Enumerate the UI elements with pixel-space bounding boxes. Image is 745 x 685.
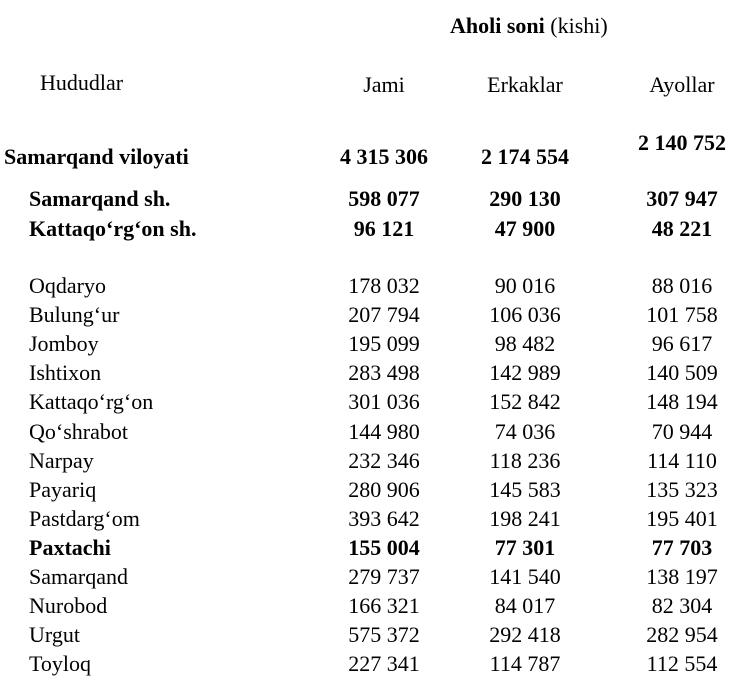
district-row bbox=[0, 360, 745, 389]
city-row bbox=[0, 186, 745, 215]
column-header-men: Erkaklar bbox=[487, 72, 563, 97]
district-name: Paxtachi bbox=[29, 534, 111, 560]
district-row bbox=[0, 593, 745, 622]
province-men: 2 174 554 bbox=[481, 144, 569, 169]
district-name: Pastdarg‘om bbox=[29, 505, 140, 531]
district-men: 84 017 bbox=[494, 593, 556, 619]
district-men: 98 482 bbox=[494, 331, 556, 357]
district-row bbox=[0, 419, 745, 448]
district-total: 195 099 bbox=[348, 331, 420, 357]
city-name: Samarqand sh. bbox=[29, 186, 171, 211]
district-total: 301 036 bbox=[348, 389, 420, 415]
district-row bbox=[0, 331, 745, 360]
district-women: 148 194 bbox=[646, 389, 718, 415]
district-women: 195 401 bbox=[646, 505, 718, 531]
district-row bbox=[0, 564, 745, 593]
district-name: Jomboy bbox=[29, 331, 99, 357]
district-men: 145 583 bbox=[489, 476, 561, 502]
district-row bbox=[0, 448, 745, 477]
district-row bbox=[0, 622, 745, 651]
district-name: Payariq bbox=[29, 476, 97, 502]
district-men: 114 787 bbox=[489, 651, 561, 677]
district-total: 155 004 bbox=[348, 534, 420, 560]
district-men: 292 418 bbox=[489, 622, 561, 648]
district-total: 393 642 bbox=[348, 505, 420, 531]
district-women: 114 110 bbox=[647, 447, 717, 473]
district-name: Bulung‘ur bbox=[29, 302, 120, 328]
district-men: 106 036 bbox=[489, 302, 561, 328]
district-men: 74 036 bbox=[494, 418, 556, 444]
district-row bbox=[0, 273, 745, 302]
district-women: 135 323 bbox=[646, 476, 718, 502]
city-total: 96 121 bbox=[353, 216, 415, 241]
city-men: 47 900 bbox=[494, 216, 556, 241]
province-total: 4 315 306 bbox=[340, 144, 428, 169]
district-men: 152 842 bbox=[489, 389, 561, 415]
district-men: 142 989 bbox=[489, 360, 561, 386]
district-name: Narpay bbox=[29, 447, 94, 473]
province-women: 2 140 752 bbox=[638, 130, 726, 155]
district-total: 279 737 bbox=[348, 564, 420, 589]
district-total: 227 341 bbox=[348, 651, 420, 677]
column-header-total: Jami bbox=[363, 72, 405, 97]
district-women: 282 954 bbox=[646, 622, 718, 648]
district-total: 280 906 bbox=[348, 476, 420, 502]
city-name: Kattaqo‘rg‘on sh. bbox=[29, 216, 197, 241]
district-name: Samarqand bbox=[29, 564, 128, 589]
group-title-main: Aholi soni bbox=[450, 13, 545, 38]
district-total: 166 321 bbox=[348, 593, 420, 619]
district-name: Kattaqo‘rg‘on bbox=[29, 389, 154, 415]
column-header-women: Ayollar bbox=[649, 72, 715, 97]
district-row bbox=[0, 389, 745, 418]
district-total: 207 794 bbox=[348, 302, 420, 328]
city-total: 598 077 bbox=[348, 186, 420, 211]
district-row bbox=[0, 477, 745, 506]
district-name: Qo‘shrabot bbox=[29, 418, 128, 444]
district-men: 198 241 bbox=[489, 505, 561, 531]
district-row bbox=[0, 535, 745, 564]
province-name: Samarqand viloyati bbox=[4, 144, 189, 169]
district-women: 88 016 bbox=[651, 273, 713, 298]
district-total: 232 346 bbox=[348, 447, 420, 473]
district-name: Oqdaryo bbox=[29, 273, 106, 298]
district-total: 283 498 bbox=[348, 360, 420, 386]
district-total: 144 980 bbox=[348, 418, 420, 444]
district-name: Ishtixon bbox=[29, 360, 102, 386]
district-women: 77 703 bbox=[651, 534, 713, 560]
city-women: 48 221 bbox=[651, 216, 713, 241]
district-women: 112 554 bbox=[646, 651, 718, 677]
district-row bbox=[0, 302, 745, 331]
city-women: 307 947 bbox=[646, 186, 718, 211]
district-women: 96 617 bbox=[651, 331, 713, 357]
district-name: Nurobod bbox=[29, 593, 108, 619]
district-row bbox=[0, 506, 745, 535]
district-women: 82 304 bbox=[651, 593, 713, 619]
district-name: Toyloq bbox=[29, 651, 92, 677]
district-men: 90 016 bbox=[494, 273, 556, 298]
district-men: 118 236 bbox=[489, 447, 561, 473]
group-title-unit: (kishi) bbox=[550, 13, 608, 38]
district-total: 178 032 bbox=[348, 273, 420, 298]
city-row bbox=[0, 216, 745, 245]
district-men: 77 301 bbox=[494, 534, 556, 560]
column-header-regions: Hududlar bbox=[40, 70, 124, 95]
district-row bbox=[0, 651, 745, 680]
district-name: Urgut bbox=[29, 622, 80, 648]
district-women: 138 197 bbox=[646, 564, 718, 589]
city-men: 290 130 bbox=[489, 186, 561, 211]
district-women: 140 509 bbox=[646, 360, 718, 386]
district-women: 70 944 bbox=[651, 418, 713, 444]
district-men: 141 540 bbox=[489, 564, 561, 589]
district-women: 101 758 bbox=[646, 302, 718, 328]
district-total: 575 372 bbox=[348, 622, 420, 648]
group-title bbox=[450, 13, 608, 39]
